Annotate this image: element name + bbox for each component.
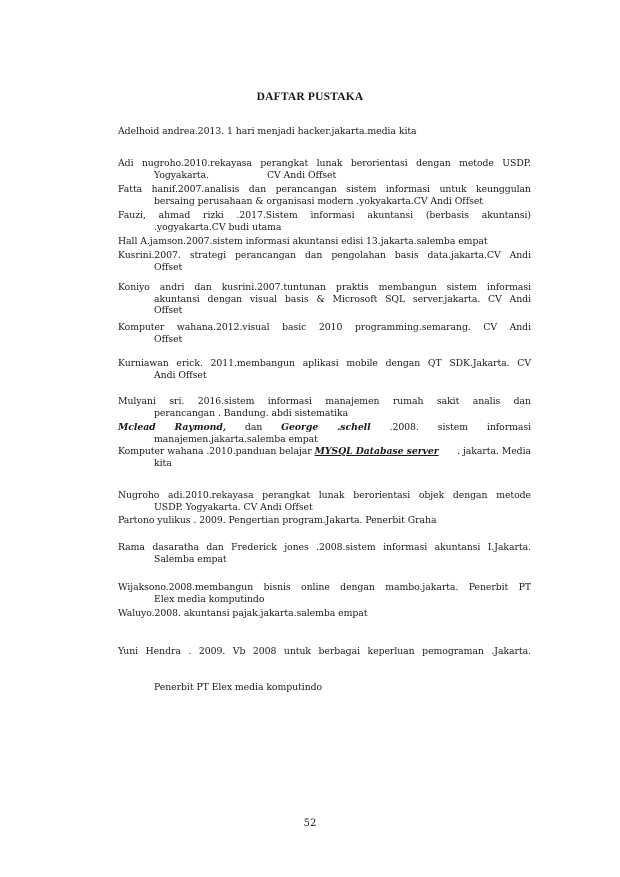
reference-entry — [118, 210, 531, 233]
reference-continuation: akuntansi dengan visual basis & Microsoft SQL server.jakarta. CV Andi — [154, 293, 531, 305]
book-title: MYSQL Database server — [314, 446, 439, 457]
reference-text: Koniyo andri dan kusrini.2007.tuntunan praktis membangun sistem informasi — [118, 282, 531, 293]
reference-text: Yuni Hendra . 2009. Vb 2008 untuk berbagai keperluan pemograman .Jakarta. — [118, 646, 531, 657]
reference-continuation: Andi Offset — [154, 369, 207, 381]
reference-text: Adi nugroho.2010.rekayasa perangkat lunak berorientasi dengan metode USDP. — [118, 158, 531, 169]
reference-entry — [118, 490, 531, 513]
reference-entry — [118, 250, 531, 273]
reference-text: Komputer wahana.2012.visual basic 2010 programming.semarang. CV Andi — [118, 322, 531, 333]
reference-text: sistem — [437, 422, 468, 433]
reference-text: Komputer wahana .2010.panduan belajar — [118, 446, 315, 457]
reference-text: Yogyakarta. — [154, 169, 209, 181]
reference-continuation: Offset — [154, 305, 183, 317]
page-title: DAFTAR PUSTAKA — [256, 91, 364, 103]
author-name: George — [281, 422, 319, 433]
reference-entry — [118, 236, 531, 248]
reference-continuation: Salemba empat — [154, 553, 227, 565]
reference-continuation: Elex media komputindo — [154, 593, 265, 605]
reference-text: Adelhoid andrea.2013. 1 hari menjadi hacker.jakarta.media kita — [118, 126, 417, 137]
reference-text: Waluyo.2008. akuntansi pajak.jakarta.salemba empat — [118, 608, 368, 619]
page-number: 52 — [303, 818, 317, 829]
reference-text: Rama dasaratha dan Frederick jones .2008.sistem informasi akuntansi I.Jakarta. — [118, 542, 531, 553]
reference-entry — [118, 158, 531, 181]
reference-text: Nugroho adi.2010.rekayasa perangkat lunak berorientasi objek dengan metode — [118, 490, 531, 501]
reference-continuation: perancangan . Bandung. abdi sistematika — [154, 407, 349, 419]
reference-continuation: .yogyakarta.CV budi utama — [154, 221, 282, 233]
reference-first-line — [118, 422, 531, 434]
author-name: Raymond, — [174, 422, 227, 433]
reference-continuation: USDP. Yogyakarta. CV Andi Offset — [154, 501, 313, 513]
reference-text: Fauzi, ahmad rizki .2017.Sistem informasi akuntansi (berbasis akuntansi) — [118, 210, 531, 221]
reference-text: Hall A.jamson.2007.sistem informasi akuntansi edisi 13.jakarta.salemba empat — [118, 236, 488, 247]
reference-entry — [118, 282, 531, 317]
reference-entry — [118, 646, 531, 693]
author-name: Mclead — [118, 422, 156, 433]
reference-text: dan — [244, 422, 263, 433]
reference-entry — [118, 396, 531, 419]
reference-entry — [118, 184, 531, 207]
reference-text: CV Andi Offset — [266, 169, 337, 181]
reference-text: Kurniawan erick. 2011.membangun aplikasi mobile dengan QT SDK.Jakarta. CV — [118, 358, 531, 369]
reference-entry — [118, 422, 531, 445]
reference-continuation: Offset — [154, 261, 183, 273]
reference-entry — [118, 542, 531, 565]
reference-text: Kusrini.2007. strategi perancangan dan pengolahan basis data.jakarta.CV Andi — [118, 250, 531, 261]
reference-continuation: manajemen.jakarta.salemba empat — [154, 433, 318, 445]
reference-text: informasi — [486, 422, 531, 433]
reference-text: . jakarta. Media — [457, 446, 531, 457]
reference-text: Wijaksono.2008.membangun bisnis online dengan mambo.jakarta. Penerbit PT — [118, 582, 531, 593]
reference-text: .2008. — [389, 422, 419, 433]
reference-continuation: Penerbit PT Elex media komputindo — [154, 681, 323, 693]
reference-entry — [118, 608, 531, 620]
reference-entry — [118, 515, 531, 527]
reference-entry — [118, 358, 531, 381]
reference-continuation: Offset — [154, 333, 183, 345]
reference-text: Mulyani sri. 2016.sistem informasi manajemen rumah sakit analis dan — [118, 396, 531, 407]
reference-entry — [118, 322, 531, 345]
reference-first-line — [118, 446, 531, 458]
reference-continuation: bersaing perusahaan & organisasi modern .yokyakarta.CV Andi Offset — [154, 195, 483, 207]
author-name: .schell — [337, 422, 371, 433]
reference-continuation — [118, 170, 531, 182]
reference-entry — [118, 582, 531, 605]
reference-text: Partono yulikus . 2009. Pengertian program.Jakarta. Penerbit Graha — [118, 515, 437, 526]
reference-continuation: kita — [154, 457, 172, 469]
reference-text: Fatta hanif.2007.analisis dan perancangan sistem informasi untuk keunggulan — [118, 184, 531, 195]
reference-entry — [118, 126, 531, 138]
reference-entry — [118, 446, 531, 469]
